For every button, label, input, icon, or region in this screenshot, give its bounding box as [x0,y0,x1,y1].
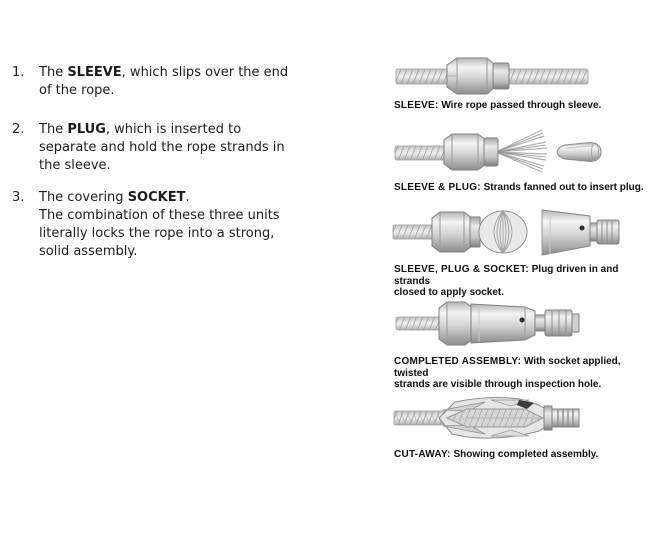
caption-text: Showing completed assembly. [453,449,599,460]
caption-label: SLEEVE & PLUG: [394,182,481,193]
caption-text: Wire rope passed through sleeve. [441,100,602,111]
list-item-socket [12,189,341,261]
figure-caption-sleeve-plug [394,182,650,194]
sleeve-plug-socket-illustration [392,205,626,261]
completed-assembly-illustration [395,296,590,352]
list-item-sleeve [12,64,341,100]
step-text: of the rope. [39,83,115,98]
caption-text: Strands fanned out to insert plug. [483,182,644,193]
caption-label: SLEEVE, PLUG & SOCKET: [394,264,529,275]
caption-text: With socket applied, twisted [394,356,621,379]
figure-caption-cut-away [394,449,650,461]
step-text: solid assembly. [39,244,138,259]
step-text: The combination of these three units [39,208,280,223]
figure-caption-sleeve [394,100,650,112]
list-number: 1. [12,65,25,80]
step-text: separate and hold the rope strands in [39,140,285,155]
caption-text: Plug driven in and strands [394,264,619,287]
list-number: 2. [12,122,25,137]
list-number: 3. [12,190,25,205]
step-text: literally locks the rope into a strong, [39,226,275,241]
sleeve-and-plug-illustration [394,126,606,178]
caption-label: CUT-AWAY: [394,449,451,460]
step-text: The PLUG, which is inserted to [39,122,242,137]
list-item-plug [12,121,341,175]
step-text: The covering SOCKET. [39,190,190,205]
figure-caption-completed-assembly: COMPLETED ASSEMBLY: With socket applied, twisted strands are visible through inspection hole. [394,356,621,390]
caption-label: COMPLETED ASSEMBLY: [394,356,522,367]
step-text: The SLEEVE, which slips over the end [39,65,289,80]
step-text: the sleeve. [39,158,111,173]
figure-caption-sleeve-plug-socket: SLEEVE, PLUG & SOCKET: Plug driven in and strands closed to apply socket. [394,264,619,298]
sleeve-illustration [395,54,590,98]
caption-label: SLEEVE: [394,100,439,111]
cut-away-illustration [393,392,593,444]
